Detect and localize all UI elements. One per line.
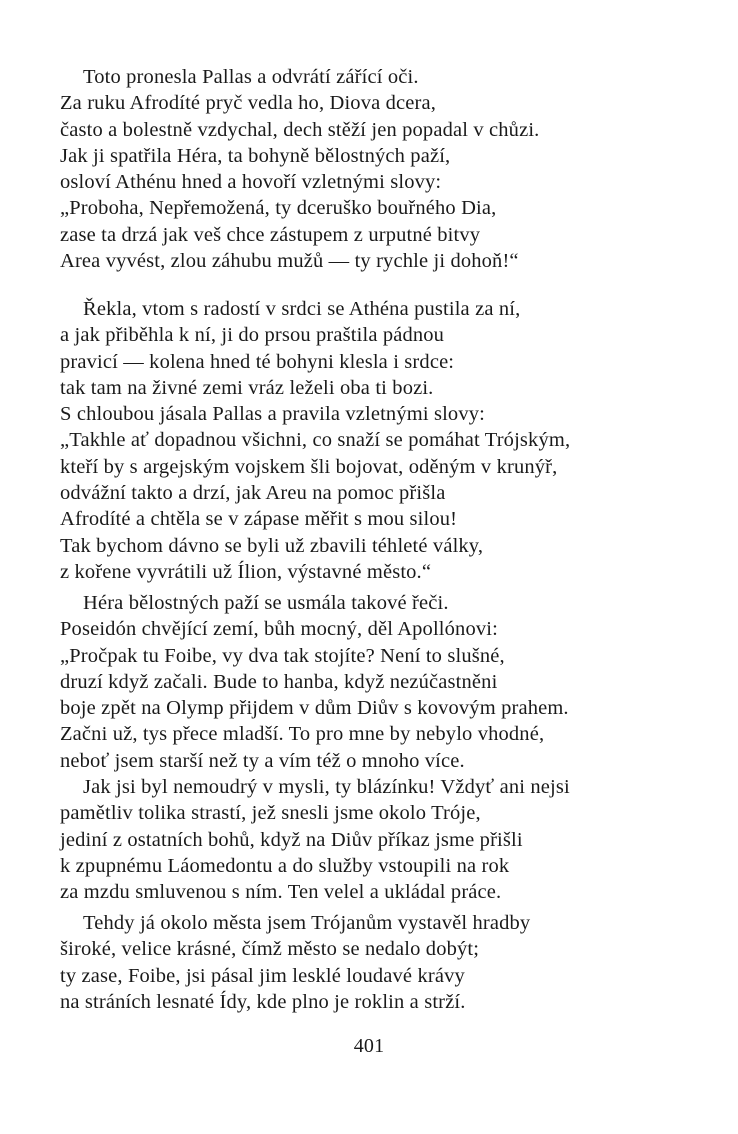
- verse-line: pravicí — kolena hned té bohyni klesla i srdce:: [60, 350, 455, 373]
- verse-line: druzí když začali. Bude to hanba, když nezúčastněni: [60, 670, 498, 693]
- verse-line: jediní z ostatních bohů, když na Diův příkaz jsme přišli: [60, 828, 523, 851]
- verse-line: často a bolestně vzdychal, dech stěží jen popadal v chůzi.: [60, 118, 540, 141]
- verse-line: Héra bělostných paží se usmála takové řeči.: [83, 592, 449, 614]
- verse-line: z kořene vyvrátili už Ílion, výstavné město.“: [60, 560, 432, 583]
- verse-line: tak tam na živné zemi vráz leželi oba ti bozi.: [60, 376, 434, 399]
- verse-line: za mzdu smluvenou s ním. Ten velel a ukládal práce.: [60, 881, 502, 904]
- stanza: [60, 296, 730, 585]
- verse-line: ty zase, Foibe, jsi pásal jim lesklé loudavé krávy: [60, 964, 465, 987]
- verse-line: pamětliv tolika strastí, jež snesli jsme okolo Tróje,: [60, 802, 481, 825]
- verse-line: kteří by s argejským vojskem šli bojovat, oděným v krunýř,: [60, 455, 558, 478]
- verse-line: Tehdy já okolo města jsem Trójanům vystavěl hradby: [83, 912, 531, 934]
- verse-line: na stráních lesnaté Ídy, kde plno je roklin a strží.: [60, 990, 466, 1013]
- verse-line: široké, velice krásné, čímž město se nedalo dobýt;: [60, 938, 480, 961]
- verse-line: Poseidón chvějící zemí, bůh mocný, děl Apollónovi:: [60, 618, 498, 641]
- verse-line: Začni už, tys přece mladší. To pro mne by nebylo vhodné,: [60, 723, 545, 746]
- page-number: 401: [353, 1035, 385, 1057]
- verse-line: Tak bychom dávno se byli už zbavili téhleté války,: [60, 534, 484, 557]
- verse-line: Afrodíté a chtěla se v zápase měřit s mou silou!: [60, 508, 458, 531]
- stanza: [60, 64, 730, 274]
- verse-line: a jak přiběhla k ní, ji do prsou praštila pádnou: [60, 324, 445, 347]
- verse-line: Jak jsi byl nemoudrý v mysli, ty blázínku! Vždyť ani nejsi: [83, 776, 570, 799]
- stanza: [60, 590, 730, 906]
- verse-line: k zpupnému Láomedontu a do služby vstoupili na rok: [60, 854, 510, 877]
- verse-line: osloví Athénu hned a hovoří vzletnými slovy:: [60, 171, 442, 194]
- verse-line: neboť jsem starší než ty a vím též o mnoho více.: [60, 749, 465, 772]
- verse-line: Area vyvést, zlou záhubu mužů — ty rychle ji dohoň!“: [60, 250, 519, 273]
- verse-line: odvážní takto a drzí, jak Areu na pomoc přišla: [60, 482, 446, 505]
- verse-line: Jak ji spatřila Héra, ta bohyně bělostných paží,: [60, 144, 451, 167]
- verse-line: „Pročpak tu Foibe, vy dva tak stojíte? Není to slušné,: [60, 644, 505, 667]
- verse-line: Za ruku Afrodíté pryč vedla ho, Diova dcera,: [60, 92, 437, 115]
- verse-line: „Takhle ať dopadnou všichni, co snaží se pomáhat Trójským,: [60, 429, 571, 452]
- verse-line: Toto pronesla Pallas a odvrátí zářící oči.: [83, 66, 419, 88]
- stanza: [60, 910, 730, 1015]
- verse-line: zase ta drzá jak veš chce zástupem z urputné bitvy: [60, 223, 481, 246]
- verse-line: Řekla, vtom s radostí v srdci se Athéna pustila za ní,: [83, 298, 521, 320]
- verse-line: S chloubou jásala Pallas a pravila vzletnými slovy:: [60, 403, 485, 426]
- verse-line: boje zpět na Olymp přijdem v dům Diův s kovovým prahem.: [60, 697, 569, 720]
- verse-line: „Proboha, Nepřemožená, ty dceruško bouřného Dia,: [60, 197, 497, 220]
